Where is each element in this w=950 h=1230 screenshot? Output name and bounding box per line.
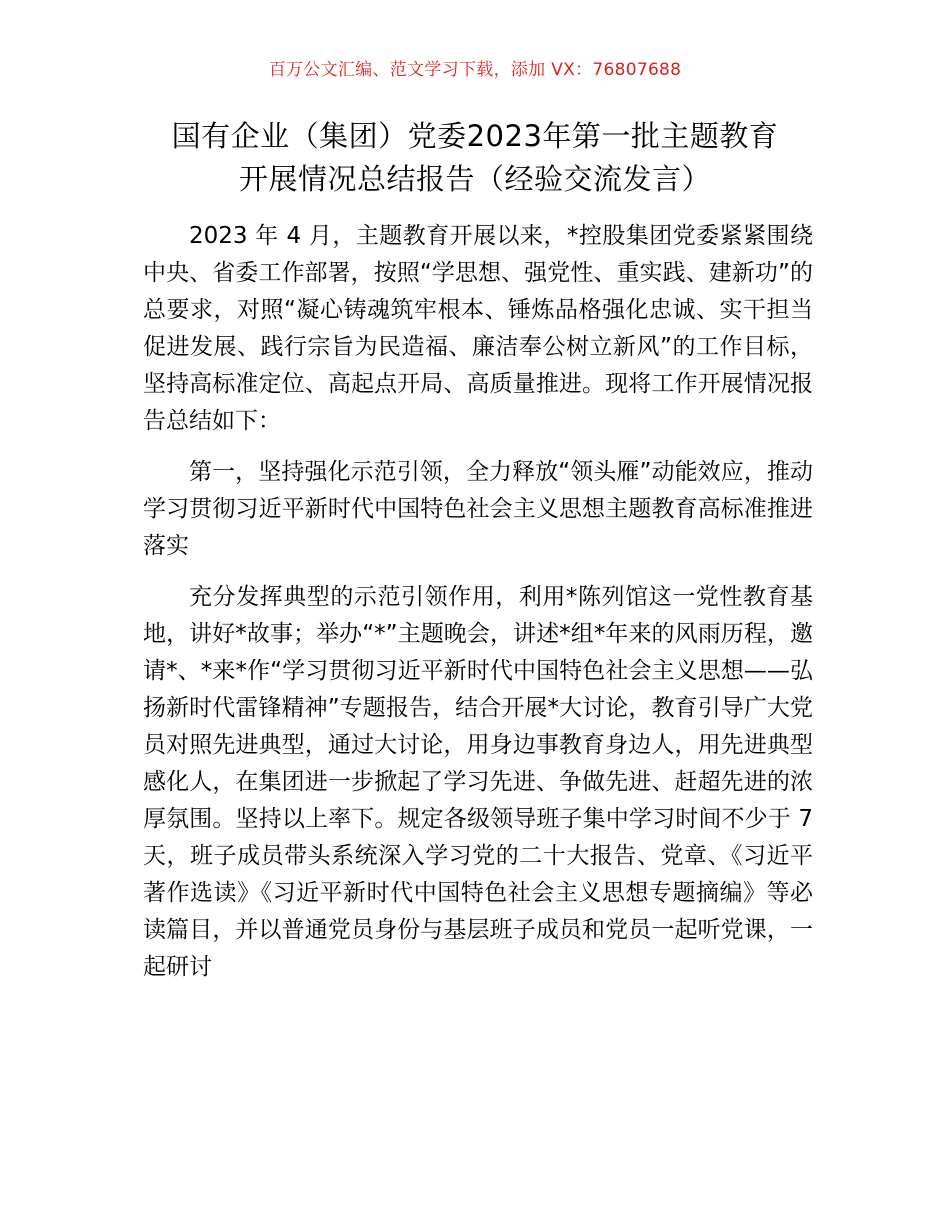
- paragraph-intro: 2023 年 4 月，主题教育开展以来，*控股集团党委紧紧围绕中央、省委工作部署，按照“学思想、强党性、重实践、建新功”的总要求，对照“凝心铸魂筑牢根本、锤炼品格强化忠诚、实干担当促进发展、践行宗旨为民造福、廉洁奉公树立新风”的工作目标，坚持高标准定位、高起点开局、高质量推进。现将工作开展情况报告总结如下：: [143, 223, 813, 434]
- promo-header-text: 百万公文汇编、范文学习下载，添加 VX：76807688: [268, 60, 682, 80]
- title-line-2: 开展情况总结报告（经验交流发言）: [238, 162, 711, 196]
- paragraph-section-body-1: 充分发挥典型的示范引领作用，利用*陈列馆这一党性教育基地，讲好*故事；举办“*”主题晚会，讲述*组*年来的风雨历程，邀请*、*来*作“学习贯彻习近平新时代中国特色社会主义思想——弘扬新时代雷锋精神”专题报告，结合开展*大讨论，教育引导广大党员对照先进典型，通过大讨论，用身边事教育身边人，用先进典型感化人，在集团进一步掀起了学习先进、争做先进、赶超先进的浓厚氛围。坚持以上率下。规定各级领导班子集中学习时间不少于 7 天，班子成员带头系统深入学习党的二十大报告、党章、《习近平著作选读》《习近平新时代中国特色社会主义思想专题摘编》等必读篇目，并以普通党员身份与基层班子成员和党员一起听党课，一起研讨: [143, 584, 813, 980]
- document-title: [120, 115, 830, 201]
- title-line-1: 国有企业（集团）党委2023年第一批主题教育: [171, 119, 779, 153]
- document-body: [143, 218, 813, 986]
- paragraph-section-heading-1: 第一，坚持强化示范引领，全力释放“领头雁”动能效应，推动学习贯彻习近平新时代中国特色社会主义思想主题教育高标准推进落实: [143, 459, 813, 559]
